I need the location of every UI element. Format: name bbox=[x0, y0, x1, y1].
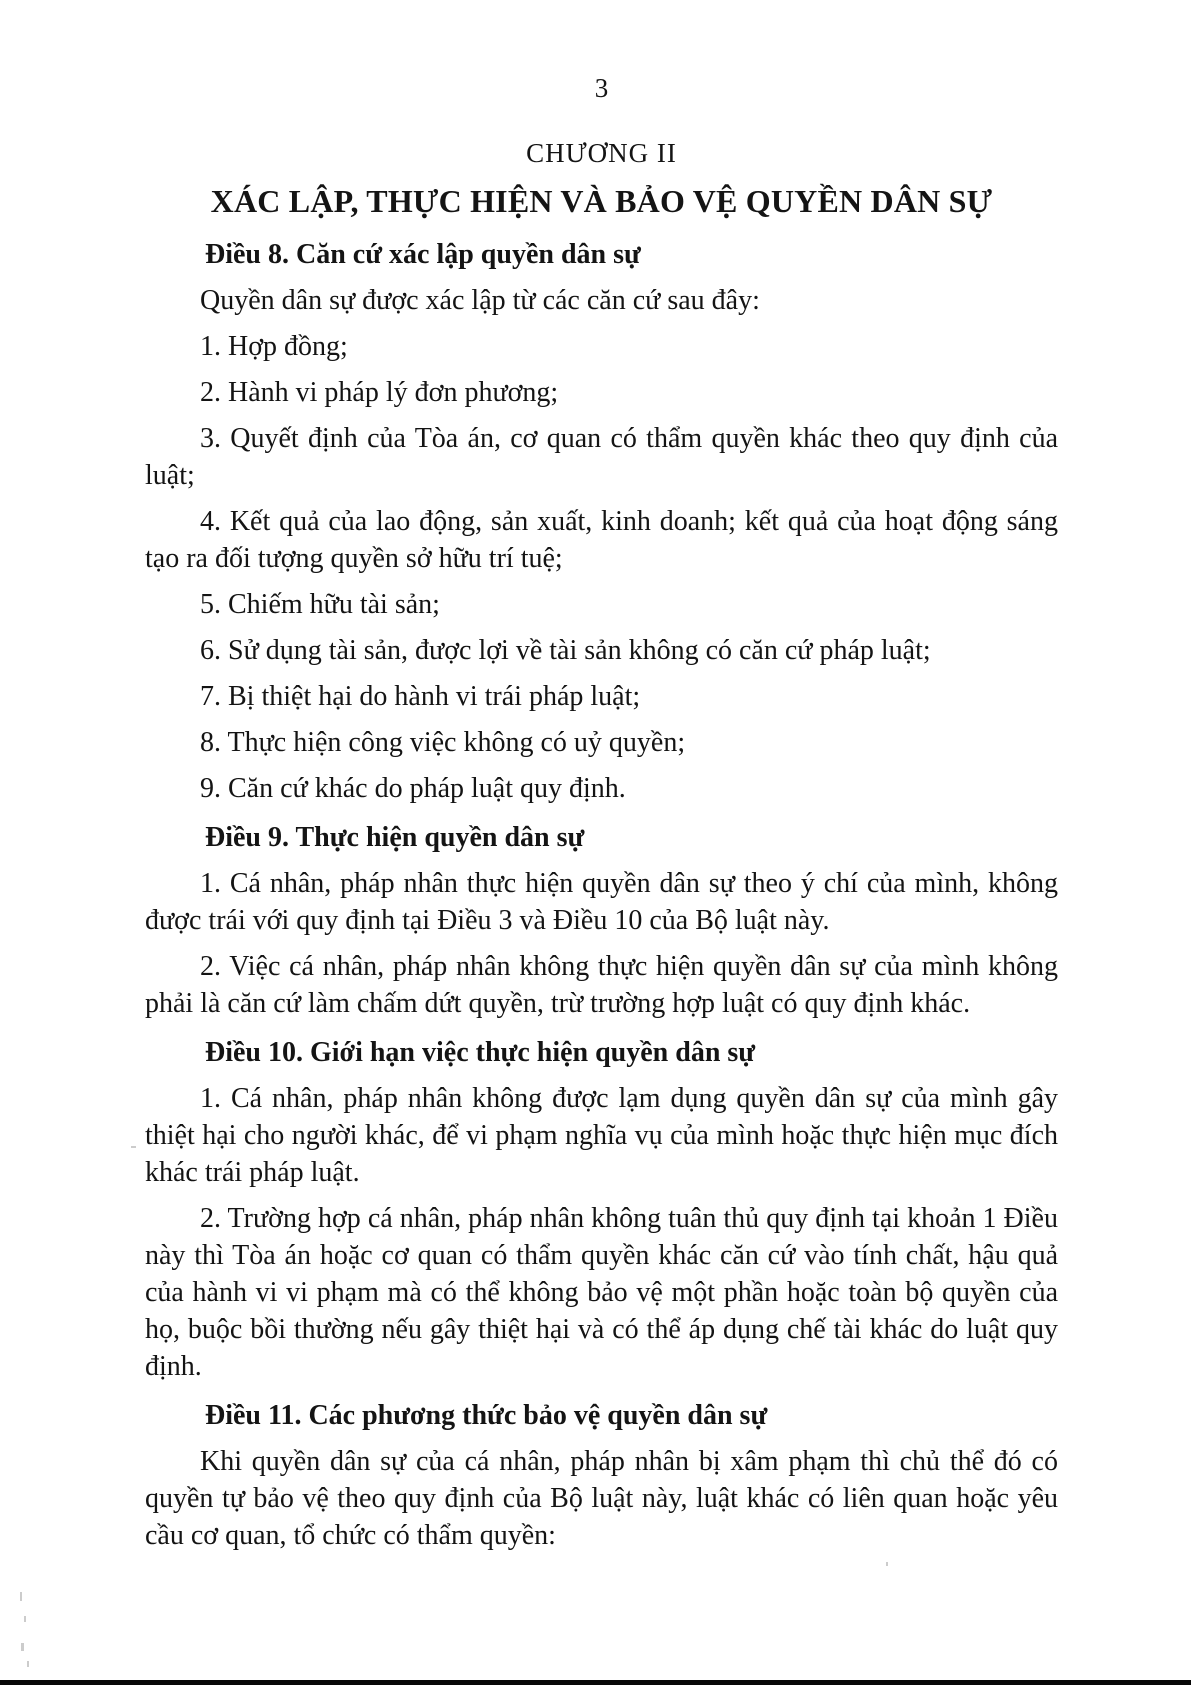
article-8-item-1: 1. Hợp đồng; bbox=[200, 331, 348, 362]
scan-artifact bbox=[20, 1592, 22, 1601]
article-8-item-8: 8. Thực hiện công việc không có uỷ quyền; bbox=[200, 727, 686, 758]
article-9 bbox=[145, 819, 1058, 1022]
article-8-item-2: 2. Hành vi pháp lý đơn phương; bbox=[200, 377, 559, 408]
page-number: 3 bbox=[594, 73, 609, 103]
scan-artifact bbox=[24, 1616, 26, 1622]
article-11-intro: Khi quyền dân sự của cá nhân, pháp nhân bị xâm phạm thì chủ thể đó có quyền tự bảo vệ theo quy định của Bộ luật này, luật khác có liên quan hoặc yêu cầu cơ quan, tổ chức có thẩm quyền: bbox=[145, 1446, 1058, 1551]
article-9-heading: Điều 9. Thực hiện quyền dân sự bbox=[205, 822, 585, 853]
article-8-item-9: 9. Căn cứ khác do pháp luật quy định. bbox=[200, 773, 626, 804]
article-10 bbox=[145, 1034, 1058, 1385]
article-10-heading: Điều 10. Giới hạn việc thực hiện quyền dân sự bbox=[205, 1037, 756, 1068]
article-11-heading: Điều 11. Các phương thức bảo vệ quyền dân sự bbox=[205, 1400, 768, 1431]
article-9-clause-2: 2. Việc cá nhân, pháp nhân không thực hiện quyền dân sự của mình không phải là căn cứ làm chấm dứt quyền, trừ trường hợp luật có quy định khác. bbox=[145, 951, 1058, 1019]
article-8-item-4: 4. Kết quả của lao động, sản xuất, kinh doanh; kết quả của hoạt động sáng tạo ra đối tượng quyền sở hữu trí tuệ; bbox=[145, 506, 1058, 574]
article-8-item-5: 5. Chiếm hữu tài sản; bbox=[200, 589, 440, 620]
scan-edge-bar bbox=[0, 1680, 1191, 1685]
article-8-item-3: 3. Quyết định của Tòa án, cơ quan có thẩm quyền khác theo quy định của luật; bbox=[145, 423, 1058, 491]
article-10-clause-1: 1. Cá nhân, pháp nhân không được lạm dụng quyền dân sự của mình gây thiệt hại cho người khác, để vi phạm nghĩa vụ của mình hoặc thực hiện mục đích khác trái pháp luật. bbox=[145, 1083, 1058, 1188]
article-8-item-7: 7. Bị thiệt hại do hành vi trái pháp luật; bbox=[200, 681, 641, 712]
scan-artifact bbox=[886, 1562, 888, 1566]
chapter-heading: CHƯƠNG II bbox=[526, 138, 677, 168]
article-8-item-6: 6. Sử dụng tài sản, được lợi về tài sản không có căn cứ pháp luật; bbox=[200, 635, 931, 666]
scan-artifact bbox=[21, 1643, 24, 1651]
chapter-title: XÁC LẬP, THỰC HIỆN VÀ BẢO VỆ QUYỀN DÂN SỰ bbox=[210, 183, 993, 219]
article-8-heading: Điều 8. Căn cứ xác lập quyền dân sự bbox=[205, 239, 641, 270]
article-11 bbox=[145, 1397, 1058, 1554]
scan-artifact bbox=[131, 1146, 136, 1148]
article-8 bbox=[145, 236, 1058, 807]
article-9-clause-1: 1. Cá nhân, pháp nhân thực hiện quyền dân sự theo ý chí của mình, không được trái với quy định tại Điều 3 và Điều 10 của Bộ luật này. bbox=[145, 868, 1058, 936]
page-content bbox=[145, 70, 1058, 1563]
article-10-clause-2: 2. Trường hợp cá nhân, pháp nhân không tuân thủ quy định tại khoản 1 Điều này thì Tòa án hoặc cơ quan có thẩm quyền khác căn cứ vào tính chất, hậu quả của hành vi vi phạm mà có thể không bảo vệ một phần hoặc toàn bộ quyền của họ, buộc bồi thường nếu gây thiệt hại và có thể áp dụng chế tài khác do luật quy định. bbox=[145, 1203, 1058, 1382]
article-8-intro: Quyền dân sự được xác lập từ các căn cứ sau đây: bbox=[200, 285, 760, 316]
scan-artifact bbox=[27, 1661, 29, 1667]
